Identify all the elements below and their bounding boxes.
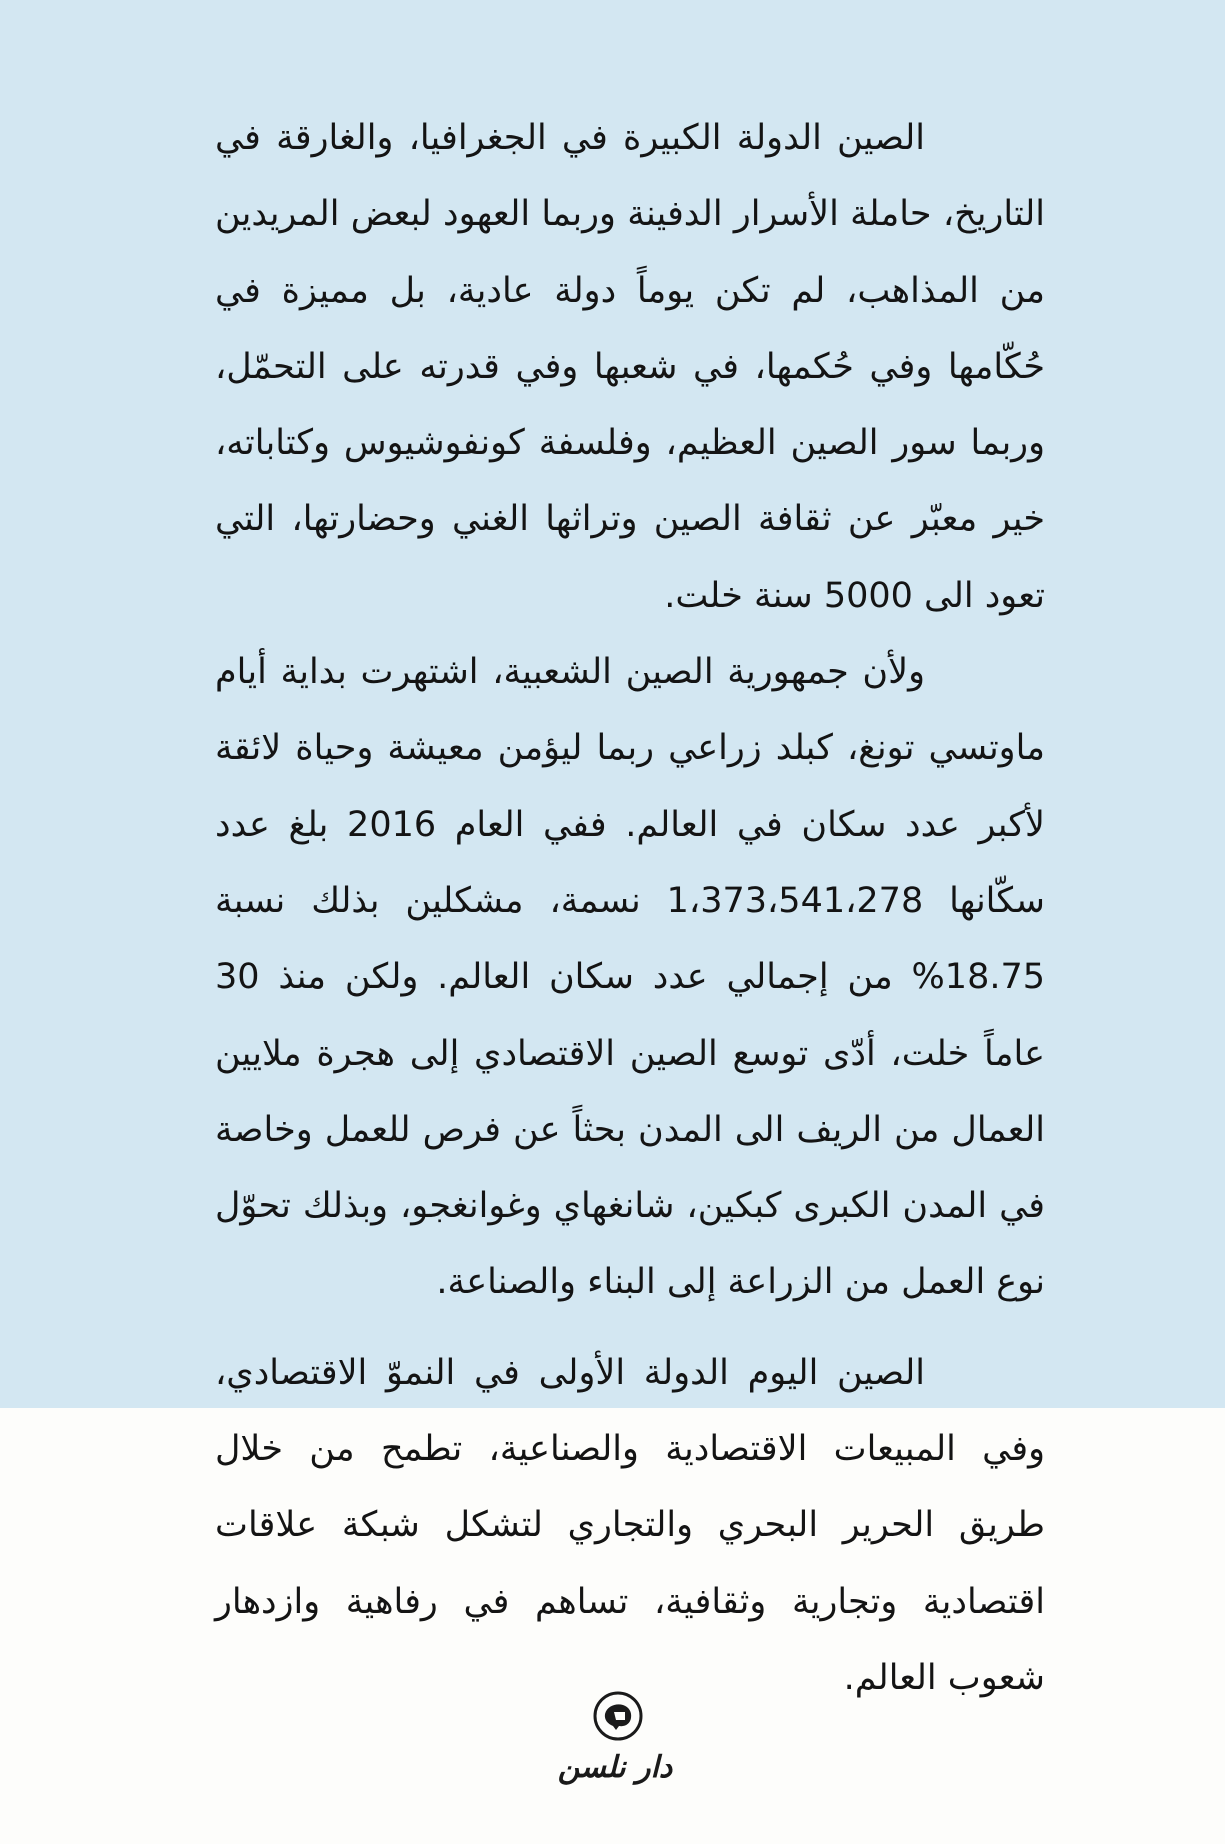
paragraph-2: ولأن جمهورية الصين الشعبية، اشتهرت بداية أيام ماوتسي تونغ، كبلد زراعي ربما ليؤمن معيشة وحياة لائقة لأكبر عدد سكان في العالم. ففي العام 2016 بلغ عدد سكّانها 1،373،541،278 نسمة، مشكلين بذلك نسبة 18.75% من إجمالي عدد سكان العالم. ولكن منذ 30 عاماً خلت، أدّى توسع الصين الاقتصادي إلى هجرة ملايين العمال من الريف الى المدن بحثاً عن فرص للعمل وخاصة في المدن الكبرى كبكين، شانغهاي وغوانغجو، وبذلك تحوّل نوع العمل من الزراعة إلى البناء والصناعة. xyxy=(215,652,1046,1303)
publisher-logo-icon xyxy=(592,1690,644,1742)
paragraph-1: الصين الدولة الكبيرة في الجغرافيا، والغارقة في التاريخ، حاملة الأسرار الدفينة وربما العهود لبعض المريدين من المذاهب، لم تكن يوماً دولة عادية، بل مميزة في حُكّامها وفي حُكمها، في شعبها وفي قدرته على التحمّل، وربما سور الصين العظيم، وفلسفة كونفوشيوس وكتاباته، خير معبّر عن ثقافة الصين وتراثها الغني وحضارتها، التي تعود الى 5000 سنة خلت. xyxy=(215,118,1045,616)
publisher-name: دار نلسن xyxy=(557,1750,673,1785)
paragraph-3: الصين اليوم الدولة الأولى في النموّ الاقتصادي، وفي المبيعات الاقتصادية والصناعية، تطمح من خلال طريق الحرير البحري والتجاري لتشكل شبكة علاقات اقتصادية وتجارية وثقافية، تساهم في رفاهية وازدهار شعوب العالم. xyxy=(215,1352,1045,1698)
blurb-text xyxy=(215,100,1045,1716)
